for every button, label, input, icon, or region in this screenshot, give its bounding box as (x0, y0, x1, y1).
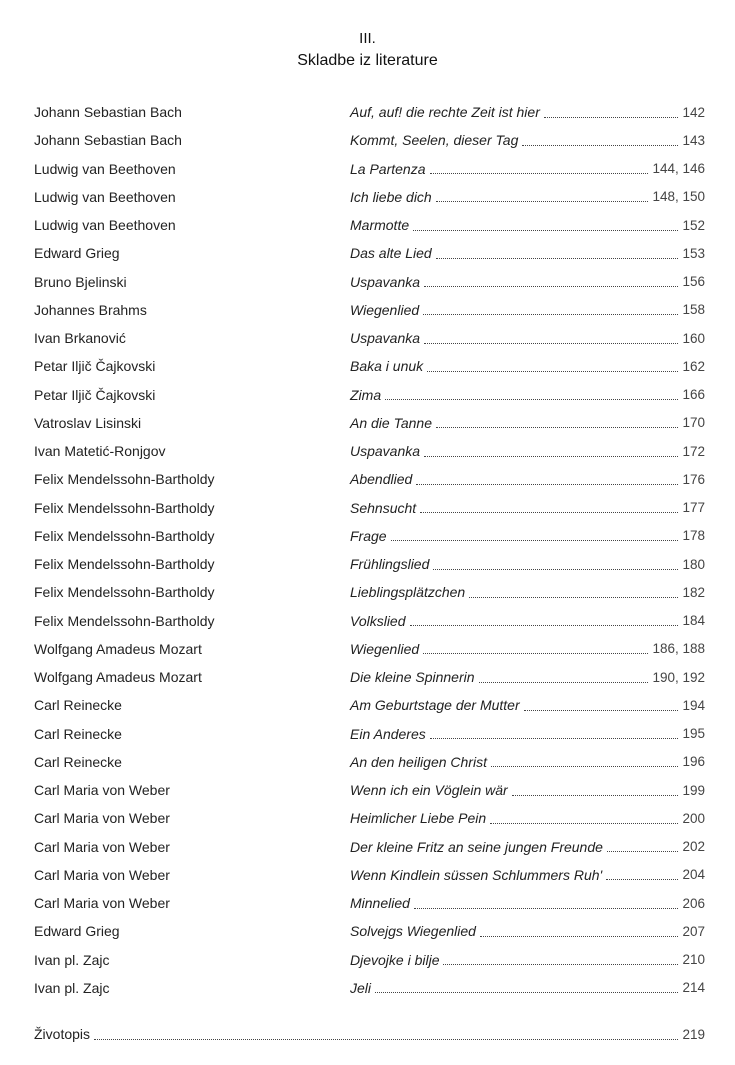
composer-name: Bruno Bjelinski (34, 273, 127, 290)
work-title: Ich liebe dich (350, 188, 432, 205)
toc-entry (0, 324, 735, 352)
dot-leader (436, 258, 679, 259)
page-number: 210 (682, 952, 705, 968)
work-line (350, 126, 705, 154)
toc-entry (0, 917, 735, 945)
work-line (350, 324, 705, 352)
dot-leader (512, 795, 679, 796)
composer-name: Ivan pl. Zajc (34, 951, 110, 968)
work-line (350, 268, 705, 296)
dot-leader (410, 625, 679, 626)
dot-leader (423, 653, 648, 654)
work-title: Ein Anderes (350, 725, 426, 742)
page-number: 166 (682, 387, 705, 403)
work-line (350, 607, 705, 635)
toc-entry (0, 465, 735, 493)
composer-name: Carl Maria von Weber (34, 810, 170, 827)
work-title: Die kleine Spinnerin (350, 669, 475, 686)
page-number: 142 (682, 104, 705, 120)
page-number: 214 (682, 980, 705, 996)
work-line (350, 720, 705, 748)
page-number: 144, 146 (652, 161, 705, 177)
work-line (350, 98, 705, 126)
dot-leader (416, 484, 678, 485)
toc-entry (0, 550, 735, 578)
work-title: Kommt, Seelen, dieser Tag (350, 132, 519, 149)
composer-name: Johann Sebastian Bach (34, 104, 182, 121)
composer-name: Carl Maria von Weber (34, 895, 170, 912)
work-title: Frage (350, 527, 387, 544)
page-number: 143 (682, 132, 705, 148)
work-title: La Partenza (350, 160, 426, 177)
toc-entry (0, 98, 735, 126)
composer-name: Edward Grieg (34, 923, 120, 940)
work-line (350, 296, 705, 324)
dot-leader (385, 399, 678, 400)
page-number: 160 (682, 330, 705, 346)
page-number: 180 (682, 556, 705, 572)
work-line (350, 381, 705, 409)
composer-name: Ivan Matetić-Ronjgov (34, 443, 166, 460)
page-number: 186, 188 (652, 641, 705, 657)
dot-leader (424, 456, 678, 457)
work-line (350, 352, 705, 380)
composer-name: Felix Mendelssohn-Bartholdy (34, 584, 215, 601)
work-title: Das alte Lied (350, 245, 432, 262)
toc-entry (0, 296, 735, 324)
toc-entry (0, 974, 735, 1002)
page-number: 190, 192 (652, 669, 705, 685)
page-number: 162 (682, 358, 705, 374)
toc-entry (0, 155, 735, 183)
composer-name: Carl Reinecke (34, 725, 122, 742)
dot-leader (424, 343, 678, 344)
biography-label: Životopis (34, 1026, 91, 1042)
work-line (350, 437, 705, 465)
toc-entry (0, 861, 735, 889)
dot-leader (414, 908, 679, 909)
composer-name: Petar Iljič Čajkovski (34, 386, 156, 403)
toc-entry (0, 522, 735, 550)
work-title: Solvejgs Wiegenlied (350, 923, 476, 940)
composer-name: Wolfgang Amadeus Mozart (34, 640, 202, 657)
work-title: An den heiligen Christ (350, 753, 487, 770)
dot-leader (490, 823, 678, 824)
toc-entry (0, 437, 735, 465)
dot-leader (480, 936, 679, 937)
dot-leader (469, 597, 678, 598)
dot-leader (436, 427, 678, 428)
toc-entry (0, 720, 735, 748)
composer-name: Carl Reinecke (34, 753, 122, 770)
dot-leader (375, 992, 678, 993)
page-number: 148, 150 (652, 189, 705, 205)
page-number: 170 (682, 415, 705, 431)
work-title: Auf, auf! die rechte Zeit ist hier (350, 104, 540, 121)
work-line (350, 522, 705, 550)
page-number: 153 (682, 245, 705, 261)
toc-entry (0, 691, 735, 719)
section-number: III. (359, 30, 376, 47)
composer-name: Carl Reinecke (34, 697, 122, 714)
toc-entry (0, 663, 735, 691)
work-title: Wenn ich ein Vöglein wär (350, 782, 508, 799)
work-title: Djevojke i bilje (350, 951, 440, 968)
dot-leader (522, 145, 678, 146)
composer-name: Felix Mendelssohn-Bartholdy (34, 527, 215, 544)
work-title: Zima (350, 386, 382, 403)
work-line (350, 946, 705, 974)
work-title: Jeli (350, 979, 372, 996)
work-line (350, 663, 705, 691)
work-line (350, 465, 705, 493)
dot-leader (436, 201, 649, 202)
dot-leader (391, 540, 679, 541)
dot-leader (607, 851, 679, 852)
dot-leader (427, 371, 678, 372)
toc-entry (0, 748, 735, 776)
work-title: Der kleine Fritz an seine jungen Freunde (350, 838, 603, 855)
work-line (350, 494, 705, 522)
toc-entry (0, 889, 735, 917)
page-number: 152 (682, 217, 705, 233)
dot-leader (430, 173, 649, 174)
work-line (350, 183, 705, 211)
composer-name: Johann Sebastian Bach (34, 132, 182, 149)
composer-name: Felix Mendelssohn-Bartholdy (34, 556, 215, 573)
dot-leader (424, 286, 678, 287)
work-title: Uspavanka (350, 443, 421, 460)
work-title: Uspavanka (350, 330, 421, 347)
dot-leader (420, 512, 678, 513)
biography-page: 219 (682, 1026, 705, 1042)
page-number: 172 (682, 443, 705, 459)
dot-leader (430, 738, 679, 739)
work-title: Marmotte (350, 217, 410, 234)
work-line (350, 155, 705, 183)
toc-entry (0, 578, 735, 606)
work-line (350, 861, 705, 889)
composer-name: Ludwig van Beethoven (34, 160, 176, 177)
composer-name: Felix Mendelssohn-Bartholdy (34, 499, 215, 516)
work-line (350, 833, 705, 861)
page-number: 178 (682, 528, 705, 544)
work-title: Abendlied (350, 471, 413, 488)
work-line (350, 211, 705, 239)
composer-name: Ludwig van Beethoven (34, 188, 176, 205)
work-line (350, 578, 705, 606)
dot-leader (433, 569, 678, 570)
work-title: Minnelied (350, 895, 410, 912)
dot-leader (479, 682, 649, 683)
toc-entry (0, 635, 735, 663)
page-number: 200 (682, 810, 705, 826)
work-line (350, 917, 705, 945)
work-line (350, 691, 705, 719)
composer-name: Felix Mendelssohn-Bartholdy (34, 471, 215, 488)
work-title: Wiegenlied (350, 301, 420, 318)
toc-entry (0, 381, 735, 409)
composer-name: Edward Grieg (34, 245, 120, 262)
work-title: Uspavanka (350, 273, 421, 290)
composer-name: Petar Iljič Čajkovski (34, 358, 156, 375)
section-header (0, 30, 735, 71)
work-line (350, 409, 705, 437)
work-line (350, 974, 705, 1002)
page-number: 202 (682, 839, 705, 855)
page-number: 206 (682, 895, 705, 911)
work-title: Wiegenlied (350, 640, 420, 657)
work-title: Heimlicher Liebe Pein (350, 810, 487, 827)
dot-leader (524, 710, 679, 711)
page-number: 199 (682, 782, 705, 798)
toc-entry (0, 804, 735, 832)
toc-entry (0, 268, 735, 296)
page-number: 195 (682, 726, 705, 742)
work-line (350, 889, 705, 917)
biography-entry (34, 1022, 705, 1046)
page-number: 207 (682, 923, 705, 939)
dot-leader (606, 879, 678, 880)
dot-leader (423, 314, 678, 315)
dot-leader (443, 964, 678, 965)
composer-name: Vatroslav Lisinski (34, 414, 142, 431)
toc-entry (0, 409, 735, 437)
composer-name: Carl Maria von Weber (34, 866, 170, 883)
composer-name: Johannes Brahms (34, 301, 147, 318)
work-line (350, 635, 705, 663)
toc-entry (0, 239, 735, 267)
composer-name: Ivan Brkanović (34, 330, 126, 347)
work-title: Frühlingslied (350, 556, 430, 573)
work-title: Lieblingsplätzchen (350, 584, 466, 601)
section-title: Skladbe iz literature (297, 52, 438, 69)
composer-name: Ludwig van Beethoven (34, 217, 176, 234)
work-title: Sehnsucht (350, 499, 417, 516)
work-title: An die Tanne (350, 414, 432, 431)
toc-entry (0, 183, 735, 211)
dot-leader (413, 230, 678, 231)
composer-name: Carl Maria von Weber (34, 782, 170, 799)
composer-name: Carl Maria von Weber (34, 838, 170, 855)
toc-entry (0, 352, 735, 380)
page-number: 182 (682, 584, 705, 600)
work-line (350, 804, 705, 832)
page-number: 177 (682, 500, 705, 516)
composer-name: Wolfgang Amadeus Mozart (34, 669, 202, 686)
page-number: 158 (682, 302, 705, 318)
work-line (350, 776, 705, 804)
composer-name: Ivan pl. Zajc (34, 979, 110, 996)
toc-entry (0, 776, 735, 804)
composer-name: Felix Mendelssohn-Bartholdy (34, 612, 215, 629)
toc-entry (0, 946, 735, 974)
toc-entry (0, 494, 735, 522)
toc-entry (0, 211, 735, 239)
page-number: 194 (682, 697, 705, 713)
toc-entry (0, 607, 735, 635)
page-number: 156 (682, 274, 705, 290)
dot-leader (544, 117, 679, 118)
page-number: 176 (682, 471, 705, 487)
dot-leader (94, 1039, 678, 1040)
toc-entry (0, 833, 735, 861)
work-line (350, 748, 705, 776)
toc-entry (0, 126, 735, 154)
page-number: 184 (682, 613, 705, 629)
dot-leader (491, 766, 678, 767)
work-title: Baka i unuk (350, 358, 424, 375)
work-title: Volkslied (350, 612, 406, 629)
toc-list (0, 98, 735, 1002)
page-number: 196 (682, 754, 705, 770)
work-title: Wenn Kindlein süssen Schlummers Ruh' (350, 866, 603, 883)
work-line (350, 550, 705, 578)
work-line (350, 239, 705, 267)
page-number: 204 (682, 867, 705, 883)
work-title: Am Geburtstage der Mutter (350, 697, 520, 714)
